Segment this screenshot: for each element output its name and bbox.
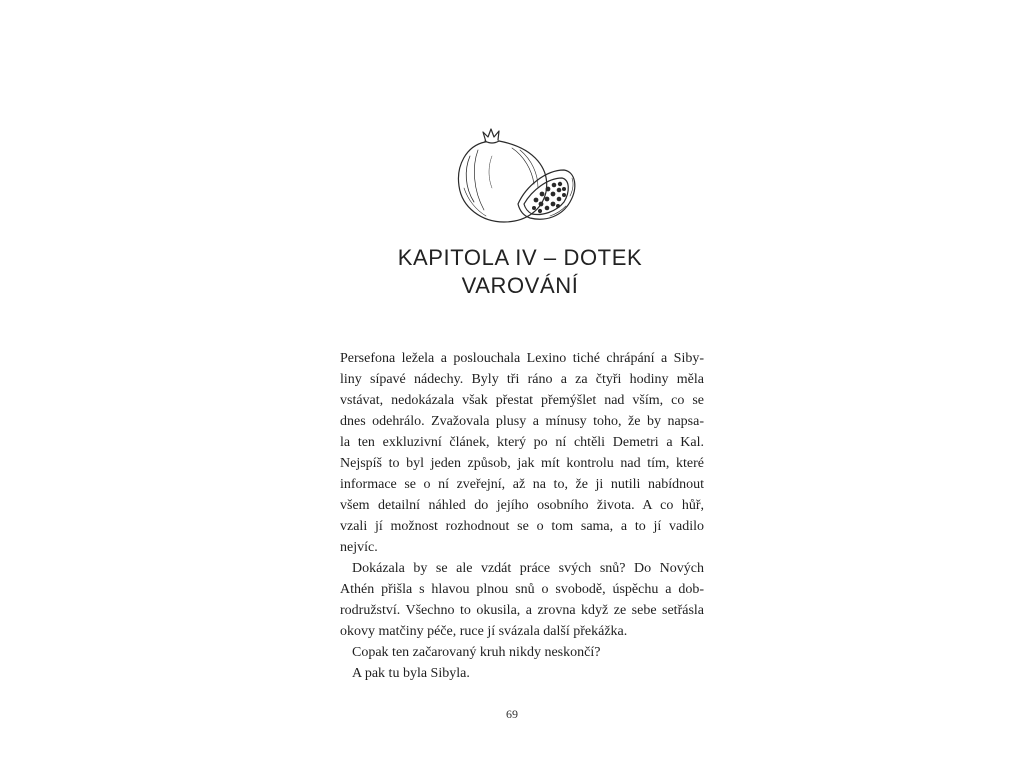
chapter-title-line: KAPITOLA IV – DOTEK xyxy=(397,245,643,270)
text-line: dnes odehrálo. Zvažovala plusy a mínusy toho, že by napsa- xyxy=(340,414,704,429)
text-line: rodružství. Všechno to okusila, a zrovna když ze sebe setřásla xyxy=(340,603,704,618)
chapter-title-line: VAROVÁNÍ xyxy=(461,273,579,298)
body-text xyxy=(340,348,704,684)
page-number: 69 xyxy=(506,707,518,721)
text-line: informace se o ní zveřejní, až na to, že ji nutili nabídnout xyxy=(340,477,704,492)
text-line: vstávat, nedokázala však přestat přemýšlet nad vším, co se xyxy=(340,393,704,408)
text-line: Nejspíš to byl jeden způsob, jak mít kontrolu nad tím, které xyxy=(340,456,704,471)
text-line: Copak ten začarovaný kruh nikdy neskončí? xyxy=(352,645,601,660)
text-line: okovy matčiny péče, ruce jí svázala další překážka. xyxy=(340,624,628,639)
text-line: Dokázala by se ale vzdát práce svých snů? Do Nových xyxy=(352,561,704,576)
text-line: vzali jí možnost rozhodnout se o tom sama, a to jí vadilo xyxy=(340,519,704,534)
text-line: A pak tu byla Sibyla. xyxy=(352,666,470,681)
chapter-title xyxy=(340,244,700,300)
text-line: liny sípavé nádechy. Byly tři ráno a za čtyři hodiny měla xyxy=(340,372,704,387)
text-line: všem detailní náhled do jejího osobního života. A co hůř, xyxy=(340,498,704,513)
pomegranate-icon xyxy=(452,126,582,232)
text-line: Persefona ležela a poslouchala Lexino tiché chrápání a Siby- xyxy=(340,351,704,366)
text-line: Athén přišla s hlavou plnou snů o svobodě, úspěchu a dob- xyxy=(340,582,704,597)
text-line: la ten exkluzivní článek, který po ní chtěli Demetri a Kal. xyxy=(340,435,704,450)
text-line: nejvíc. xyxy=(340,540,378,555)
